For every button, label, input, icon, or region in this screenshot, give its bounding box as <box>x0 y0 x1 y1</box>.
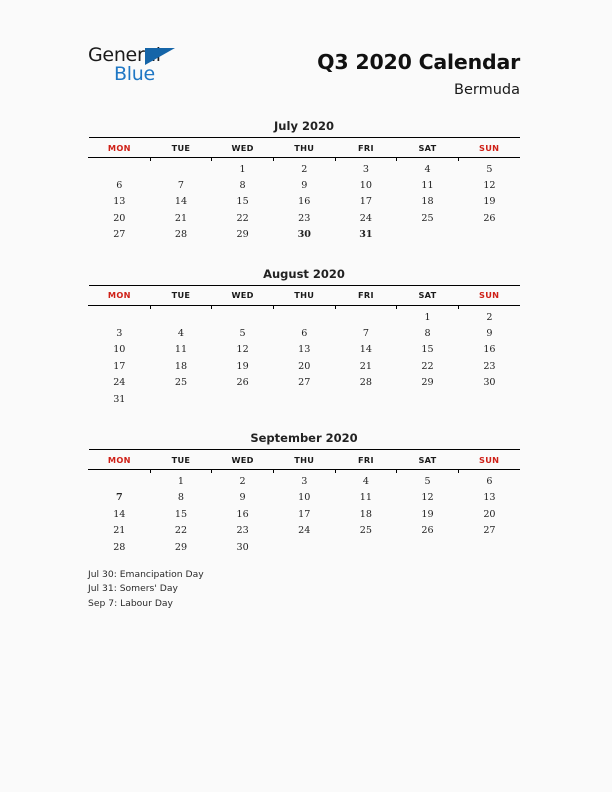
day-cell[interactable]: 17 <box>298 508 311 520</box>
month-title: September 2020 <box>250 431 358 446</box>
week-row <box>89 391 521 407</box>
day-cell-holiday[interactable]: 31 <box>359 229 373 241</box>
day-header-thu: THU <box>273 138 335 158</box>
day-header-fri: FRI <box>335 450 397 470</box>
day-header-sun: SUN <box>458 285 520 305</box>
week-row <box>89 342 521 358</box>
day-cell[interactable]: 12 <box>236 344 249 356</box>
day-cell[interactable]: 7 <box>177 180 185 192</box>
day-header-fri: FRI <box>335 138 397 158</box>
day-cell[interactable]: 26 <box>236 377 249 389</box>
page-subtitle-country: Bermuda <box>454 82 520 98</box>
day-cell <box>150 391 212 407</box>
day-cell[interactable]: 12 <box>483 180 496 192</box>
week-row <box>89 227 521 243</box>
day-cell[interactable]: 4 <box>424 163 431 175</box>
day-cell[interactable]: 14 <box>359 344 372 356</box>
day-cell[interactable]: 18 <box>421 196 434 208</box>
day-header-mon: MON <box>89 450 151 470</box>
day-header-tue: TUE <box>150 138 212 158</box>
day-header-tue: TUE <box>150 285 212 305</box>
day-cell[interactable]: 10 <box>359 180 372 192</box>
day-cell[interactable]: 23 <box>483 360 496 372</box>
month-block-july <box>88 119 520 243</box>
day-cell[interactable]: 10 <box>298 492 311 504</box>
holiday-note: Jul 30: Emancipation Day <box>88 569 204 580</box>
day-cell[interactable]: 13 <box>113 196 126 208</box>
day-cell[interactable]: 21 <box>359 360 372 372</box>
day-cell[interactable]: 18 <box>359 508 372 520</box>
day-cell[interactable]: 17 <box>113 360 126 372</box>
day-cell <box>89 309 151 325</box>
day-cell <box>458 539 520 555</box>
holiday-note: Jul 31: Somers' Day <box>88 583 178 595</box>
day-cell[interactable]: 16 <box>236 508 249 520</box>
logo-word-blue: Blue <box>114 63 155 85</box>
day-cell-holiday[interactable]: 30 <box>297 229 311 241</box>
week-row <box>89 210 521 226</box>
day-name-header-row <box>89 285 521 305</box>
day-header-wed: WED <box>212 285 274 305</box>
day-cell <box>335 309 397 325</box>
day-cell[interactable]: 6 <box>116 180 123 192</box>
day-cell <box>150 161 212 177</box>
day-cell[interactable]: 20 <box>483 508 496 520</box>
day-cell[interactable]: 5 <box>486 163 493 175</box>
month-block-august <box>88 267 520 407</box>
title-block <box>317 50 520 100</box>
day-cell[interactable]: 14 <box>113 508 126 520</box>
calendar-months-container <box>88 119 520 579</box>
holiday-note: Sep 7: Labour Day <box>88 597 173 609</box>
day-cell[interactable]: 4 <box>177 328 185 340</box>
day-cell <box>458 391 520 407</box>
day-cell <box>273 391 335 407</box>
day-cell[interactable]: 8 <box>239 180 246 192</box>
day-cell[interactable]: 25 <box>359 525 372 537</box>
week-row <box>89 358 521 374</box>
day-cell[interactable]: 1 <box>424 311 431 323</box>
day-cell[interactable]: 15 <box>421 344 434 356</box>
month-title: August 2020 <box>263 266 345 281</box>
day-cell[interactable]: 30 <box>483 377 496 389</box>
calendar-table <box>88 137 520 243</box>
day-header-sun: SUN <box>458 138 520 158</box>
day-header-sat: SAT <box>397 138 459 158</box>
day-cell[interactable]: 24 <box>359 212 372 224</box>
day-cell[interactable]: 12 <box>421 492 434 504</box>
day-cell[interactable]: 23 <box>236 525 249 537</box>
day-cell[interactable]: 28 <box>113 541 126 553</box>
day-cell[interactable]: 21 <box>113 525 126 537</box>
calendar-table <box>88 449 520 555</box>
day-cell[interactable]: 8 <box>177 492 185 504</box>
day-cell[interactable]: 21 <box>174 212 188 224</box>
day-cell[interactable]: 16 <box>298 196 311 208</box>
day-header-sun: SUN <box>458 450 520 470</box>
day-cell[interactable]: 31 <box>113 393 126 405</box>
day-header-tue: TUE <box>150 450 212 470</box>
day-cell[interactable]: 15 <box>236 196 249 208</box>
day-cell[interactable]: 26 <box>421 525 434 537</box>
day-cell[interactable]: 13 <box>298 344 311 356</box>
day-cell[interactable]: 8 <box>424 328 431 340</box>
week-row <box>89 161 521 177</box>
day-cell[interactable]: 28 <box>359 377 372 389</box>
day-header-sat: SAT <box>397 285 459 305</box>
day-cell[interactable]: 7 <box>362 328 369 340</box>
day-cell[interactable]: 3 <box>362 163 369 175</box>
day-cell[interactable]: 4 <box>362 475 369 487</box>
week-row <box>89 375 521 391</box>
day-cell[interactable]: 10 <box>113 344 126 356</box>
day-cell[interactable]: 1 <box>177 475 185 487</box>
day-cell <box>212 391 274 407</box>
day-cell[interactable]: 25 <box>174 377 188 389</box>
day-cell[interactable]: 25 <box>421 212 434 224</box>
week-row <box>89 539 521 555</box>
day-cell[interactable]: 23 <box>298 212 311 224</box>
day-cell[interactable]: 19 <box>421 508 434 520</box>
day-cell[interactable]: 30 <box>236 541 249 553</box>
day-cell[interactable]: 29 <box>174 541 188 553</box>
day-cell[interactable]: 11 <box>359 492 372 504</box>
logo-word-general: General <box>88 44 161 66</box>
day-cell[interactable]: 2 <box>239 475 246 487</box>
day-cell[interactable]: 11 <box>421 180 434 192</box>
week-row <box>89 194 521 210</box>
day-cell[interactable]: 24 <box>298 525 311 537</box>
day-cell[interactable]: 5 <box>424 475 431 487</box>
day-cell[interactable]: 11 <box>174 344 188 356</box>
day-cell[interactable]: 9 <box>486 328 493 340</box>
day-cell[interactable]: 29 <box>236 229 249 241</box>
day-header-thu: THU <box>273 285 335 305</box>
day-cell[interactable]: 19 <box>236 360 249 372</box>
day-cell[interactable]: 2 <box>486 311 493 323</box>
month-block-september <box>88 431 520 555</box>
holiday-legend <box>88 568 488 611</box>
day-cell[interactable]: 27 <box>298 377 311 389</box>
day-header-wed: WED <box>212 138 274 158</box>
day-header-mon: MON <box>89 285 151 305</box>
day-cell <box>397 539 459 555</box>
day-cell[interactable]: 6 <box>486 475 493 487</box>
day-cell[interactable]: 5 <box>239 328 246 340</box>
week-row <box>89 177 521 193</box>
day-cell[interactable]: 24 <box>113 377 126 389</box>
day-cell <box>397 391 459 407</box>
day-cell[interactable]: 18 <box>174 360 188 372</box>
day-cell[interactable]: 19 <box>483 196 496 208</box>
day-cell <box>273 539 335 555</box>
day-header-sat: SAT <box>397 450 459 470</box>
generalblue-logo[interactable] <box>88 44 218 96</box>
day-cell[interactable]: 22 <box>236 212 249 224</box>
day-cell <box>273 309 335 325</box>
day-header-thu: THU <box>273 450 335 470</box>
month-title: July 2020 <box>274 119 334 133</box>
day-header-wed: WED <box>212 450 274 470</box>
day-name-header-row <box>89 450 521 470</box>
calendar-table <box>88 285 520 407</box>
day-cell[interactable]: 17 <box>359 196 372 208</box>
day-cell[interactable]: 22 <box>421 360 434 372</box>
day-cell[interactable]: 27 <box>113 229 126 241</box>
day-cell <box>212 309 274 325</box>
day-cell <box>335 539 397 555</box>
week-row <box>89 506 521 522</box>
day-cell[interactable]: 9 <box>301 180 308 192</box>
week-row <box>89 522 521 538</box>
day-cell[interactable]: 6 <box>301 328 308 340</box>
day-cell-holiday[interactable]: 7 <box>115 492 123 504</box>
day-cell[interactable]: 27 <box>483 525 496 537</box>
day-cell[interactable]: 3 <box>301 475 308 487</box>
day-cell[interactable]: 2 <box>301 163 308 175</box>
week-row <box>89 490 521 506</box>
day-name-header-row <box>89 138 521 158</box>
day-cell[interactable]: 20 <box>298 360 311 372</box>
week-row <box>89 325 521 341</box>
day-cell[interactable]: 16 <box>483 344 496 356</box>
day-cell <box>89 473 151 489</box>
day-cell[interactable]: 28 <box>174 229 188 241</box>
day-cell[interactable]: 15 <box>174 508 188 520</box>
day-cell[interactable]: 14 <box>174 196 188 208</box>
page-header <box>0 0 612 112</box>
week-row <box>89 473 521 489</box>
day-cell <box>458 227 520 243</box>
day-cell <box>89 161 151 177</box>
day-cell[interactable]: 20 <box>113 212 126 224</box>
day-cell <box>397 227 459 243</box>
day-cell[interactable]: 9 <box>239 492 246 504</box>
page-title: Q3 2020 Calendar <box>317 50 520 74</box>
day-header-mon: MON <box>89 138 151 158</box>
day-cell[interactable]: 1 <box>239 163 246 175</box>
day-header-fri: FRI <box>335 285 397 305</box>
day-cell[interactable]: 26 <box>483 212 496 224</box>
day-cell <box>335 391 397 407</box>
day-cell <box>150 309 212 325</box>
day-cell[interactable]: 13 <box>483 492 496 504</box>
day-cell[interactable]: 29 <box>421 377 434 389</box>
week-row <box>89 309 521 325</box>
day-cell[interactable]: 3 <box>116 328 123 340</box>
day-cell[interactable]: 22 <box>174 525 188 537</box>
